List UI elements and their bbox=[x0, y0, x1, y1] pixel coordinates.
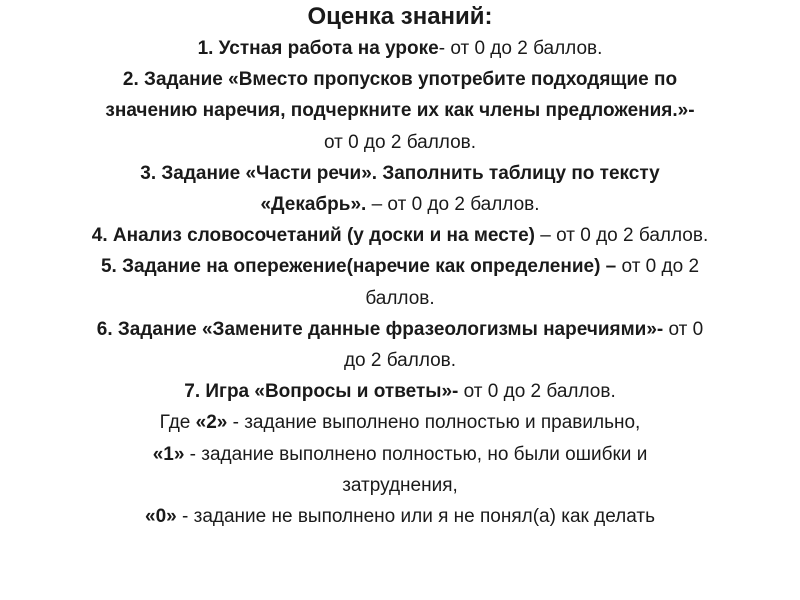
criteria-line-6-bold: «Декабрь». bbox=[260, 194, 367, 216]
criteria-line-8-normal: от 0 до 2 bbox=[616, 256, 700, 278]
criteria-line-12-normal: от 0 до 2 баллов. bbox=[458, 381, 616, 403]
criteria-line-10 bbox=[6, 314, 794, 345]
criteria-line-7-normal: – от 0 до 2 баллов. bbox=[535, 225, 709, 247]
criteria-line-6 bbox=[6, 189, 794, 220]
criteria-line-5-bold: 3. Задание «Части речи». Заполнить таблицу по тексту bbox=[140, 162, 660, 184]
grading-line-3-normal: затруднения, bbox=[342, 474, 458, 496]
criteria-line-11-normal: до 2 баллов. bbox=[343, 350, 457, 372]
criteria-line-5 bbox=[6, 158, 794, 189]
page-title: Оценка знаний: bbox=[307, 3, 493, 30]
grading-line-1 bbox=[6, 407, 794, 438]
grading-line-1-normal: - задание выполнено полностью и правильно, bbox=[227, 412, 641, 434]
criteria-line-10-bold: 6. Задание «Замените данные фразеологизмы наречиями»- bbox=[96, 318, 664, 340]
grading-line-1-bold: «2» bbox=[195, 412, 228, 434]
criteria-line-12-bold: 7. Игра «Вопросы и ответы»- bbox=[184, 381, 459, 403]
grading-line-4-normal: - задание не выполнено или я не понял(а) как делать bbox=[176, 506, 655, 528]
criteria-line-7-bold: 4. Анализ словосочетаний (у доски и на месте) bbox=[91, 225, 535, 247]
criteria-line-8 bbox=[6, 251, 794, 282]
grading-line-4 bbox=[6, 501, 794, 532]
criteria-line-1-normal: - от 0 до 2 баллов. bbox=[438, 38, 603, 59]
criteria-line-10-normal: от 0 bbox=[663, 318, 704, 340]
grading-line-1-pre: Где bbox=[159, 412, 196, 434]
criteria-line-3-bold: значению наречия, подчеркните их как члены предложения.»- bbox=[105, 100, 695, 122]
criteria-line-2-bold: 2. Задание «Вместо пропусков употребите подходящие по bbox=[122, 69, 678, 91]
grading-line-4-bold: «0» bbox=[145, 506, 177, 528]
grading-line-2 bbox=[6, 439, 794, 470]
criteria-line-4-normal: от 0 до 2 баллов. bbox=[323, 131, 477, 153]
criteria-line-8-bold: 5. Задание на опережение(наречие как определение) – bbox=[100, 256, 617, 278]
grading-line-2-bold: «1» bbox=[152, 443, 185, 465]
criteria-line-1 bbox=[6, 33, 794, 64]
criteria-line-2 bbox=[6, 64, 794, 95]
criteria-line-12 bbox=[6, 376, 794, 407]
grading-line-3 bbox=[6, 470, 794, 501]
criteria-line-4 bbox=[6, 127, 794, 158]
grading-line-2-normal: - задание выполнено полностью, но были ошибки и bbox=[184, 443, 648, 465]
criteria-line-9-normal: баллов. bbox=[365, 287, 435, 309]
criteria-line-6-normal: – от 0 до 2 баллов. bbox=[366, 194, 540, 216]
criteria-line-1-bold: 1. Устная работа на уроке bbox=[197, 38, 439, 59]
criteria-line-11 bbox=[6, 345, 794, 376]
criteria-line-3 bbox=[6, 95, 794, 126]
criteria-line-7 bbox=[6, 220, 794, 251]
criteria-line-9 bbox=[6, 283, 794, 314]
